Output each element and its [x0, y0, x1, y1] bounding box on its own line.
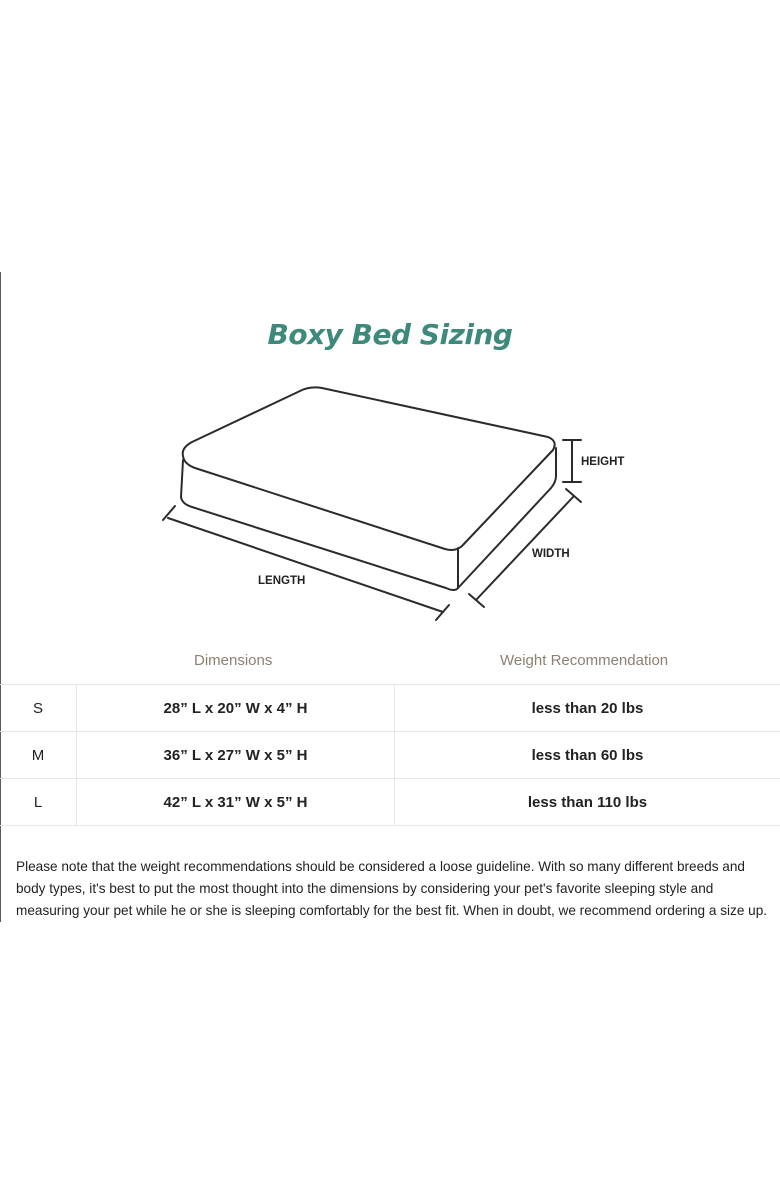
- dimensions-cell: 36” L x 27” W x 5” H: [77, 732, 395, 779]
- header-weight-recommendation: Weight Recommendation: [500, 652, 669, 669]
- size-table: [0, 684, 780, 826]
- dimensions-cell: 42” L x 31” W x 5” H: [77, 779, 395, 826]
- bed-dimension-diagram: [0, 370, 780, 630]
- weight-cell: less than 110 lbs: [395, 779, 780, 826]
- table-row: [0, 732, 780, 779]
- page-title: Boxy Bed Sizing: [267, 318, 513, 351]
- weight-cell: less than 20 lbs: [395, 685, 780, 732]
- height-label: HEIGHT: [581, 456, 625, 468]
- bed-top-face: [183, 387, 555, 550]
- length-label: LENGTH: [258, 575, 306, 587]
- width-label: WIDTH: [532, 548, 570, 560]
- header-dimensions: Dimensions: [194, 652, 273, 669]
- weight-cell: less than 60 lbs: [395, 732, 780, 779]
- size-cell: L: [0, 779, 77, 826]
- size-cell: M: [0, 732, 77, 779]
- table-row: [0, 685, 780, 732]
- size-cell: S: [0, 685, 77, 732]
- sizing-note: Please note that the weight recommendations should be considered a loose guideline. With so many different breeds and body types, it's best to put the most thought into the dimensions by considering your pet's favorite sleeping style and measuring your pet while he or she is sleeping comfortably for the best fit. When in doubt, we recommend ordering a size up.: [16, 858, 768, 918]
- table-row: [0, 779, 780, 826]
- dimensions-cell: 28” L x 20” W x 4” H: [77, 685, 395, 732]
- length-arrow: [168, 518, 443, 612]
